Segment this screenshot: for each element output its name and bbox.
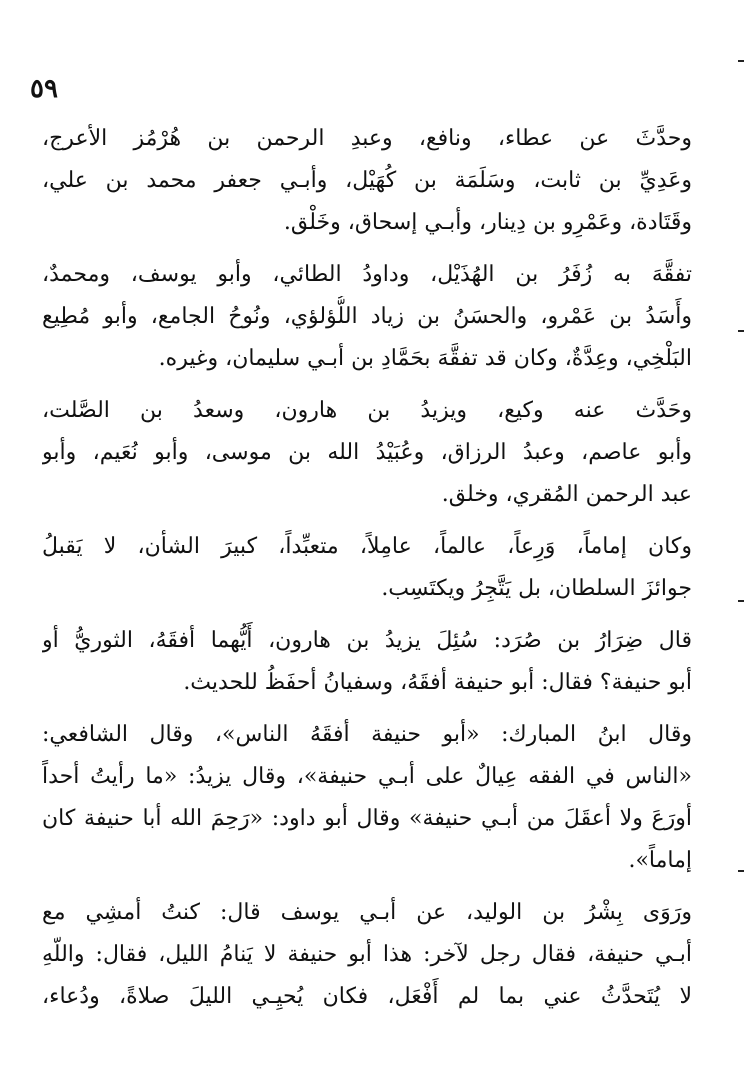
margin-mark <box>738 330 744 332</box>
text-line: لا يُتَحدَّثُ عني بما لم أَفْعَل، فكان يُحيِـي الليلَ صلاةً، ودُعاء، <box>42 984 692 1009</box>
text-line: وأَسَدُ بن عَمْرو، والحسَنُ بن زياد اللُّؤلؤي، ونُوحُ الجامع، وأبو مُطِيع <box>42 304 692 329</box>
text-line: تفقَّهَ به زُفَرُ بن الهُذَيْل، وداودُ الطائي، وأبو يوسف، ومحمدٌ، <box>42 262 692 287</box>
text-line: أبـي حنيفة، فقال رجل لآخر: هذا أبو حنيفة لا يَنامُ الليل، فقال: واللّهِ <box>42 942 692 967</box>
text-line: عبد الرحمن المُقري، وخلق. <box>441 482 692 507</box>
text-line: وقَتَادة، وعَمْرِو بن دِينار، وأبـي إسحاق، وخَلْق. <box>283 210 692 235</box>
page-number: ٥٩ <box>30 74 58 104</box>
paragraph <box>42 714 692 882</box>
margin-mark <box>738 600 744 602</box>
paragraph <box>42 526 692 610</box>
text-line: وعَدِيِّ بن ثابت، وسَلَمَة بن كُهَيْل، وأبـي جعفر محمد بن علي، <box>42 168 692 193</box>
paragraph <box>42 620 692 704</box>
text-line: أبو حنيفة؟ فقال: أبو حنيفة أفقَهُ، وسفيانُ أحفَظُ للحديث. <box>183 670 692 695</box>
text-line: وحدَّثَ عن عطاء، ونافع، وعبدِ الرحمن بن هُرْمُز الأعرج، <box>42 126 692 151</box>
margin-mark <box>738 60 744 62</box>
text-line: وحَدَّث عنه وكيع، ويزيدُ بن هارون، وسعدُ بن الصَّلت، <box>42 398 692 423</box>
text-line: «الناس في الفقه عِيالٌ على أبـي حنيفة»، وقال يزيدُ: «ما رأيتُ أحداً <box>42 764 692 789</box>
paragraph <box>42 892 692 1018</box>
text-line: أورَعَ ولا أعقَلَ من أبـي حنيفة» وقال أبو داود: «رَحِمَ الله أبا حنيفة كان <box>42 806 692 831</box>
text-line: قال ضِرَارُ بن صُرَد: سُئِلَ يزيدُ بن هارون، أَيُّهما أفقَهُ، الثوريُّ أو <box>42 628 692 653</box>
text-line: وأبو عاصم، وعبدُ الرزاق، وعُبَيْدُ الله بن موسى، وأبو نُعَيم، وأبو <box>42 440 692 465</box>
margin-mark <box>738 870 744 872</box>
text-line: البَلْخِي، وعِدَّةٌ، وكان قد تفقَّهَ بحَمَّادِ بن أبـي سليمان، وغيره. <box>158 346 692 371</box>
text-line: ورَوَى بِشْرُ بن الوليد، عن أبـي يوسف قال: كنتُ أمشِي مع <box>42 900 692 925</box>
text-line: وكان إماماً، وَرِعاً، عالماً، عامِلاً، متعبِّداً، كبيرَ الشأن، لا يَقبلُ <box>42 534 692 559</box>
text-line: وقال ابنُ المبارك: «أبو حنيفة أفقَهُ الناس»، وقال الشافعي: <box>42 722 692 747</box>
text-body <box>42 118 692 1028</box>
text-line: إماماً». <box>628 848 692 873</box>
text-line: جوائزَ السلطان، بل يَتَّجِرُ ويكتَسِب. <box>381 576 692 601</box>
paragraph <box>42 118 692 244</box>
paragraph <box>42 254 692 380</box>
paragraph <box>42 390 692 516</box>
